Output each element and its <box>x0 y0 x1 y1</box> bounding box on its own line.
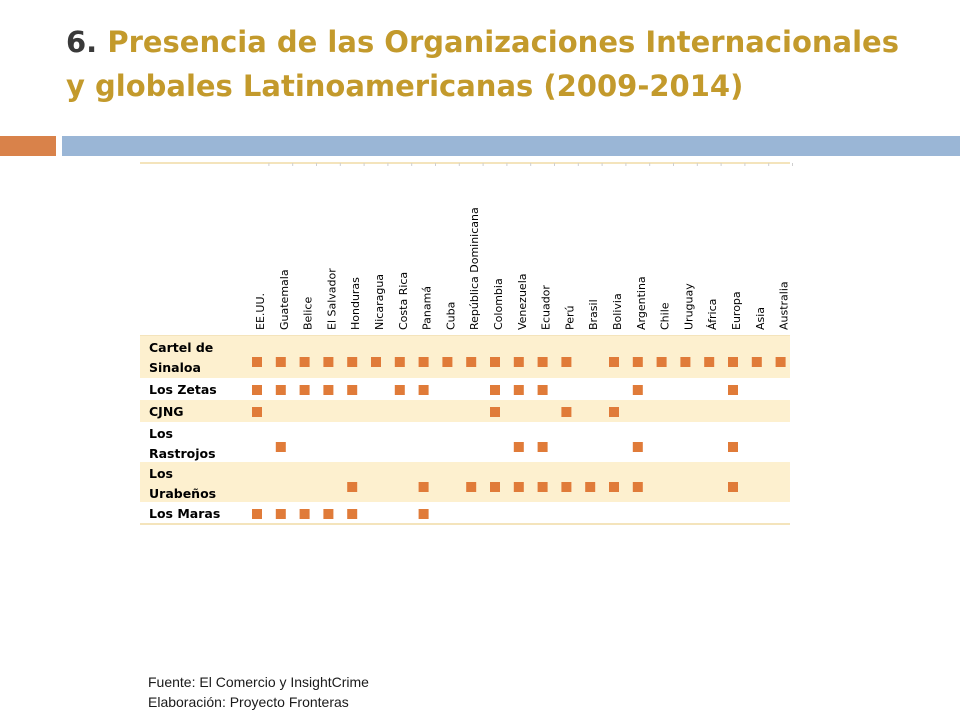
presence-marker <box>419 385 429 395</box>
source-note <box>148 672 369 712</box>
row-label-los-zetas: Los Zetas <box>149 382 217 397</box>
presence-marker <box>538 385 548 395</box>
presence-marker <box>419 357 429 367</box>
presence-marker <box>323 385 333 395</box>
column-label-cuba: Cuba <box>444 301 458 330</box>
presence-marker <box>300 357 310 367</box>
presence-marker <box>609 482 619 492</box>
column-label-nicaragua: Nicaragua <box>373 273 386 330</box>
row-label-cartel-de-sinaloa: Sinaloa <box>149 360 201 375</box>
column-label-venezuela: Venezuela <box>515 273 529 330</box>
presence-marker <box>419 509 429 519</box>
presence-marker <box>371 357 381 367</box>
column-label-asia: Asia <box>753 306 767 330</box>
presence-marker <box>300 385 310 395</box>
presence-marker <box>347 385 357 395</box>
slide-title-number: 6. <box>66 25 98 59</box>
slide-title-text: Presencia de las Organizaciones Internacionales y globales Latinoamericanas (2009-2014) <box>66 25 899 103</box>
presence-marker <box>514 357 524 367</box>
column-label-chile: Chile <box>658 302 672 330</box>
presence-marker <box>633 442 643 452</box>
row-label-los-urabenos: Los <box>149 466 173 481</box>
row-label-los-rastrojos: Los <box>149 426 173 441</box>
column-label-costa-rica: Costa Rica <box>396 271 410 330</box>
presence-marker <box>561 357 571 367</box>
presence-marker <box>538 442 548 452</box>
column-label-honduras: Honduras <box>349 277 363 330</box>
column-label-brasil: Brasil <box>587 299 601 330</box>
row-label-los-urabenos: Urabeños <box>149 486 217 501</box>
column-label-uruguay: Uruguay <box>682 283 696 330</box>
presence-marker <box>395 385 405 395</box>
presence-marker <box>442 357 452 367</box>
presence-marker <box>728 357 738 367</box>
presence-marker <box>276 385 286 395</box>
column-label-belice: Belice <box>301 296 315 330</box>
presence-marker <box>633 357 643 367</box>
presence-marker <box>419 482 429 492</box>
column-label-europa: Europa <box>730 291 743 330</box>
presence-marker <box>538 357 548 367</box>
presence-marker <box>252 357 262 367</box>
column-label-australia: Australia <box>777 281 791 330</box>
presence-marker <box>490 407 500 417</box>
presence-marker <box>728 385 738 395</box>
column-label-guatemala: Guatemala <box>277 269 291 330</box>
presence-marker <box>538 482 548 492</box>
presence-marker <box>252 407 262 417</box>
column-label-argentina: Argentina <box>634 276 648 330</box>
presence-marker <box>347 357 357 367</box>
presence-marker <box>252 385 262 395</box>
presence-marker <box>276 509 286 519</box>
presence-marker <box>514 482 524 492</box>
column-label-colombia: Colombia <box>492 278 505 330</box>
column-label-panama: Panamá <box>420 285 434 330</box>
column-label-peru: Perú <box>563 305 577 330</box>
presence-marker <box>514 385 524 395</box>
row-label-cjng: CJNG <box>149 404 184 419</box>
presence-marker <box>728 442 738 452</box>
presence-marker <box>728 482 738 492</box>
presence-marker <box>276 442 286 452</box>
presence-marker <box>561 407 571 417</box>
presence-marker <box>680 357 690 367</box>
source-line: Fuente: El Comercio y InsightCrime <box>148 674 369 690</box>
presence-marker <box>561 482 571 492</box>
column-label-ee-uu: EE.UU. <box>254 293 267 330</box>
row-band <box>140 400 790 422</box>
presence-marker <box>347 509 357 519</box>
column-label-republica-dominicana: República Dominicana <box>468 207 482 330</box>
presence-marker <box>395 357 405 367</box>
presence-marker <box>752 357 762 367</box>
presence-marker <box>300 509 310 519</box>
presence-marker <box>490 482 500 492</box>
presence-marker <box>633 482 643 492</box>
presence-marker <box>347 482 357 492</box>
row-band <box>140 336 790 378</box>
presence-marker <box>323 357 333 367</box>
presence-marker <box>585 482 595 492</box>
presence-marker <box>657 357 667 367</box>
column-label-ecuador: Ecuador <box>539 285 553 330</box>
column-label-bolivia: Bolivia <box>611 293 624 330</box>
presence-marker <box>323 509 333 519</box>
credit-line: Elaboración: Proyecto Fronteras <box>148 694 349 710</box>
presence-marker <box>609 357 619 367</box>
presence-marker <box>609 407 619 417</box>
presence-marker <box>276 357 286 367</box>
presence-marker <box>490 357 500 367</box>
column-label-africa: África <box>706 298 720 330</box>
row-label-cartel-de-sinaloa: Cartel de <box>149 340 214 355</box>
presence-marker <box>252 509 262 519</box>
presence-marker <box>704 357 714 367</box>
row-label-los-rastrojos: Rastrojos <box>149 446 216 461</box>
row-label-los-maras: Los Maras <box>149 506 221 521</box>
presence-marker <box>633 385 643 395</box>
presence-marker <box>776 357 786 367</box>
presence-marker <box>466 482 476 492</box>
presence-marker <box>514 442 524 452</box>
presence-marker <box>466 357 476 367</box>
presence-marker <box>490 385 500 395</box>
column-label-el-salvador: El Salvador <box>325 268 339 330</box>
row-band <box>140 462 790 502</box>
